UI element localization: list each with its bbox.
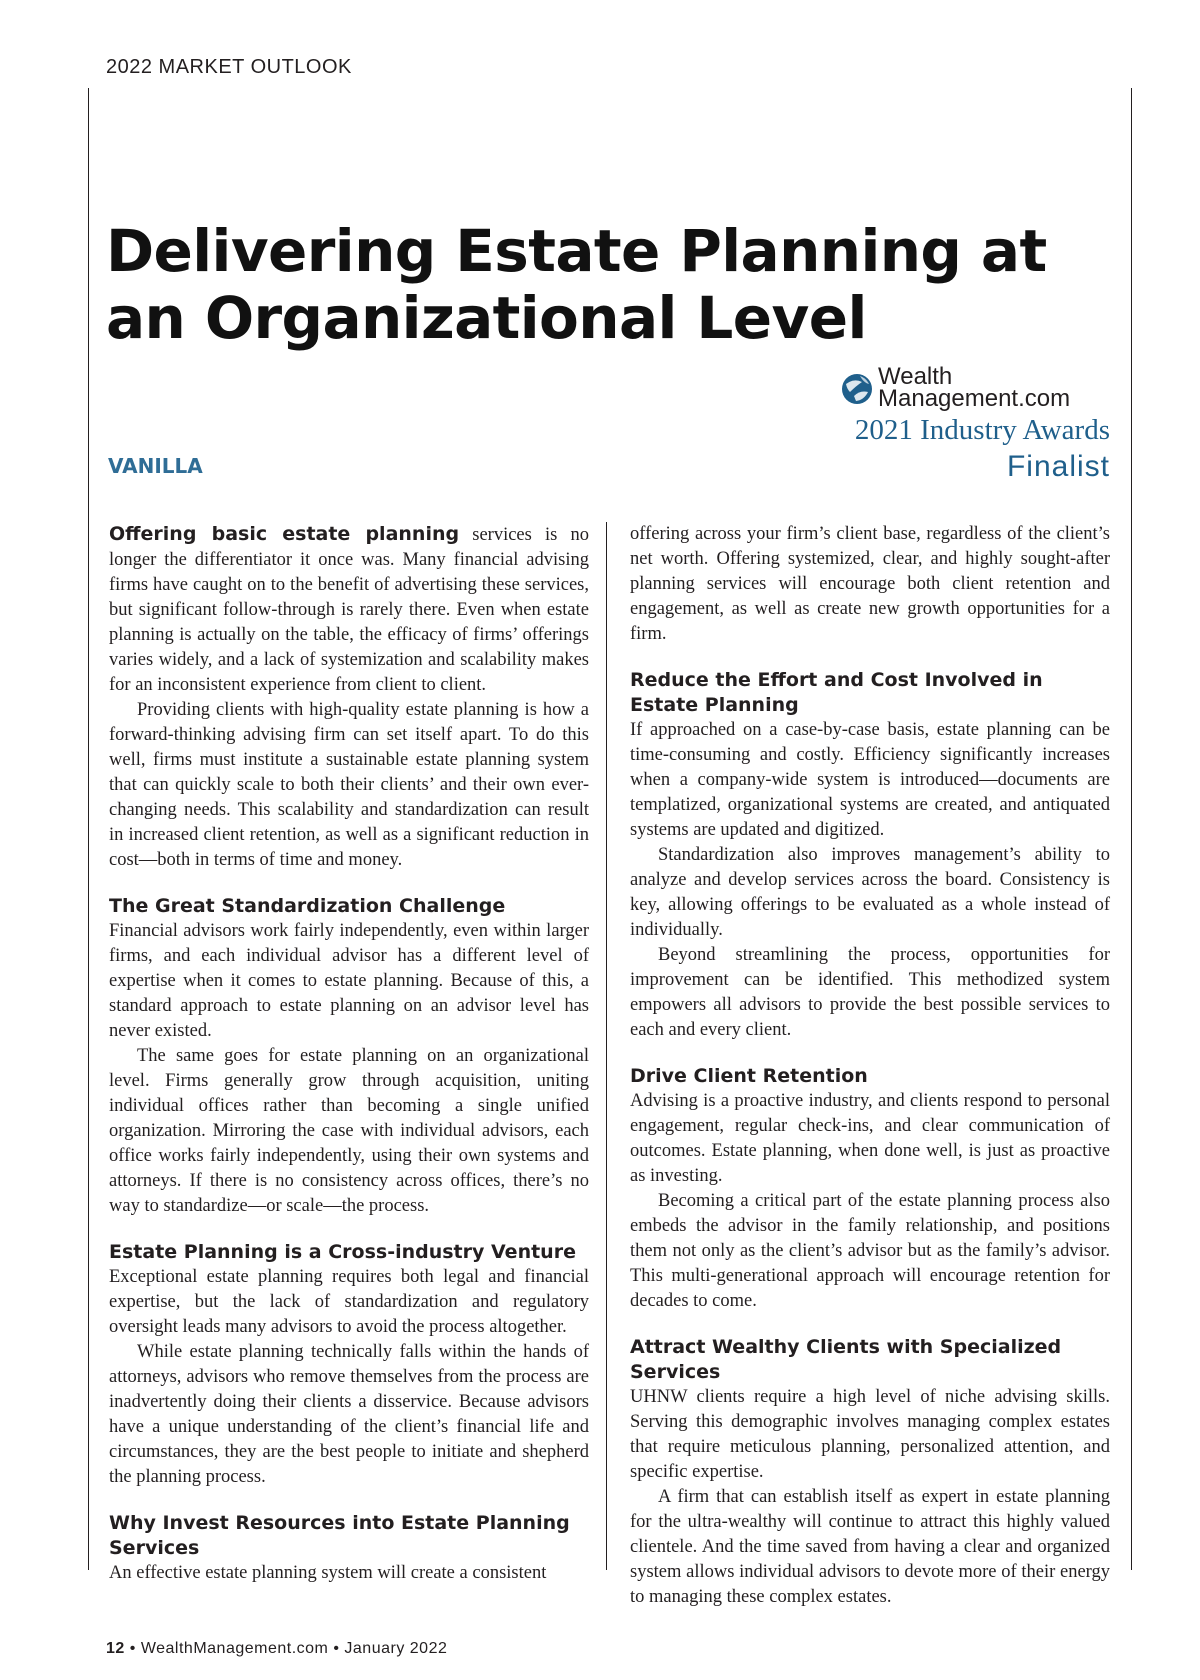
body-paragraph: Financial advisors work fairly independently, even within larger firms, and each individual advisor has a different level of expertise when it comes to estate planning. Because of this, a standard approach to estate planning on an advisor level has never existed.: [109, 921, 589, 1041]
body-paragraph: offering across your firm’s client base, regardless of the client’s net worth. Offering systemized, clear, and highly sought-after planning services will encourage both client retention and engagement, as well as create new growth opportunities for a firm.: [630, 524, 1110, 644]
body-paragraph: Exceptional estate planning requires both legal and financial expertise, but the lack of standardization and regulatory oversight leads many advisors to avoid the process altogether.: [109, 1267, 589, 1337]
lead-paragraph-text: services is no longer the differentiator it once was. Many financial advising firms have caught on to the benefit of advertising these services, but significant follow-through is rarely there. Even when estate planning is actually on the table, the efficacy of firms’ offerings varies widely, and a lack of systemization and scalability makes for an inconsistent experience from client to client.: [109, 525, 589, 695]
article-column-right: [630, 522, 1110, 1607]
running-head: 2022 MARKET OUTLOOK: [106, 56, 352, 78]
section-heading: Estate Planning is a Cross-industry Venture: [109, 1241, 576, 1263]
footer-separator: •: [129, 1640, 136, 1657]
lead-paragraph: [109, 522, 589, 698]
footer-separator: •: [333, 1640, 340, 1657]
section-heading: The Great Standardization Challenge: [109, 895, 506, 917]
body-paragraph: Providing clients with high-quality estate planning is how a forward-thinking advising firm can set itself apart. To do this well, firms must institute a sustainable estate planning system that can quickly scale to both their clients’ and their own ever-changing needs. This scalability and standardization can result in increased client retention, as well as a significant reduction in cost—both in terms of time and money.: [109, 700, 589, 870]
section-heading: Drive Client Retention: [630, 1065, 868, 1087]
body-paragraph: Beyond streamlining the process, opportunities for improvement can be identified. This methodized system empowers all advisors to provide the best possible services to each and every client.: [630, 945, 1110, 1040]
page-footer: [106, 1640, 447, 1658]
left-margin-rule: [88, 88, 89, 1570]
footer-issue: January 2022: [344, 1640, 448, 1657]
lead-in-text: Offering basic estate planning: [109, 523, 460, 545]
page-number: 12: [106, 1640, 125, 1657]
article-title: Delivering Estate Planning at an Organizational Level: [106, 217, 1047, 352]
body-paragraph: While estate planning technically falls within the hands of attorneys, advisors who remove themselves from the process are inadvertently doing their clients a disservice. Because advisors have a unique understanding of the client’s financial life and circumstances, they are the best people to initiate and shepherd the planning process.: [109, 1342, 589, 1487]
body-paragraph: An effective estate planning system will create a consistent: [109, 1563, 547, 1583]
award-brand-line2: Management.com: [878, 385, 1071, 412]
body-paragraph: Becoming a critical part of the estate planning process also embeds the advisor in the family relationship, and positions them not only as the client’s advisor but as the family’s advisor. This multi-generational approach will encourage retention for decades to come.: [630, 1191, 1110, 1311]
award-badge: [800, 364, 1110, 484]
body-paragraph: Advising is a proactive industry, and clients respond to personal engagement, regular check-ins, and clear communication of outcomes. Estate planning, when done well, is just as proactive as investing.: [630, 1091, 1110, 1186]
award-brand: [878, 363, 1110, 412]
award-logo: [840, 363, 1110, 414]
award-status: Finalist: [1006, 450, 1110, 483]
section-heading: Reduce the Effort and Cost Involved in Estate Planning: [630, 669, 1043, 716]
award-brand-line1: Wealth: [878, 363, 953, 390]
column-divider: [606, 522, 607, 1570]
body-paragraph: The same goes for estate planning on an organizational level. Firms generally grow through acquisition, uniting individual offices rather than becoming a single unified organization. Mirroring the case with individual advisors, each office works fairly independently, using their own systems and attorneys. If there is no consistency across offices, there’s no way to standardize—or scale—the process.: [109, 1046, 589, 1216]
right-margin-rule: [1131, 88, 1132, 1570]
body-paragraph: Standardization also improves management’s ability to analyze and develop services across the board. Consistency is key, allowing offerings to be evaluated as a whole instead of individually.: [630, 845, 1110, 940]
body-paragraph: A firm that can establish itself as expert in estate planning for the ultra-wealthy will continue to attract this highly valued clientele. And the time saved from having a clear and organized system allows individual advisors to devote more of their energy to managing these complex estates.: [630, 1487, 1110, 1607]
footer-publication: WealthManagement.com: [140, 1640, 329, 1657]
body-paragraph: UHNW clients require a high level of niche advising skills. Serving this demographic involves managing complex estates that require meticulous planning, personalized attention, and specific expertise.: [630, 1387, 1110, 1482]
globe-logo-icon: [840, 372, 874, 406]
section-heading: Attract Wealthy Clients with Specialized Services: [630, 1336, 1062, 1383]
award-title: 2021 Industry Awards: [854, 414, 1110, 446]
article-column-left: [109, 522, 589, 1582]
company-name: VANILLA: [108, 454, 203, 478]
section-heading: Why Invest Resources into Estate Planning Services: [109, 1512, 570, 1559]
body-paragraph: If approached on a case-by-case basis, estate planning can be time-consuming and costly. Efficiency significantly increases when a company-wide system is introduced—documents are templatized, organizational systems are created, and antiquated systems are updated and digitized.: [630, 720, 1110, 840]
